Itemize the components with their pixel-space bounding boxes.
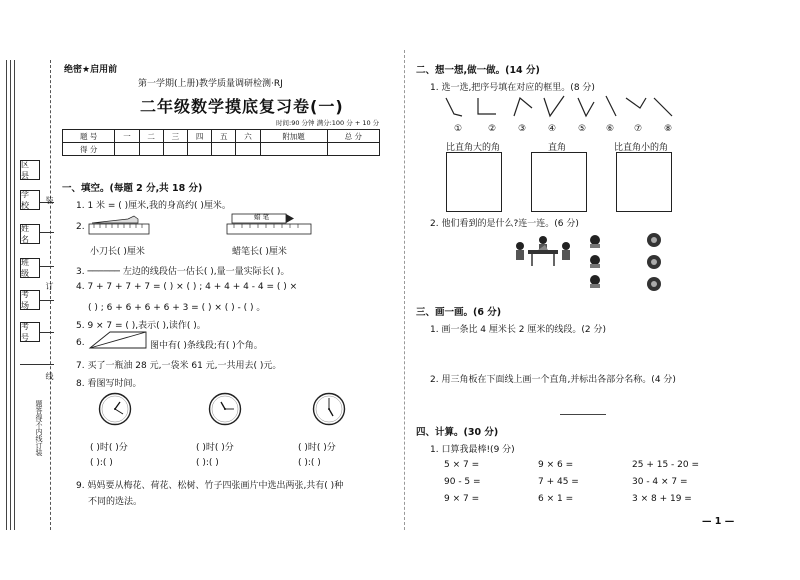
question-4b: ( ) ; 6 + 6 + 6 + 6 + 3 = ( ) × ( ) - ( ) 。 <box>88 303 266 313</box>
field-label: 考 场 <box>20 290 40 310</box>
binding-line <box>6 60 7 530</box>
table-cell: 二 <box>139 130 163 143</box>
binding-mark-ding: 订 <box>45 282 54 290</box>
crayon-label: 蜡 笔 <box>254 213 270 221</box>
time-score-info: 时间:90 分钟 满分:100 分 + 10 分 <box>276 119 380 127</box>
calc-item: 90 - 5 = <box>444 477 481 487</box>
score-cell[interactable] <box>212 143 236 156</box>
time-digital-3: ( ):( ) <box>298 458 321 468</box>
field-blank[interactable] <box>20 348 54 365</box>
question-3-1: 1. 画一条比 4 厘米长 2 厘米的线段。(2 分) <box>430 325 606 335</box>
answer-box-right[interactable] <box>531 152 587 212</box>
calc-item: 3 × 8 + 19 = <box>632 494 692 504</box>
question-2-1: 1. 选一选,把序号填在对应的框里。(8 分) <box>430 83 595 93</box>
field-exam-number[interactable] <box>20 322 56 374</box>
angle-number-4: ④ <box>548 124 557 134</box>
answer-box-larger[interactable] <box>446 152 502 212</box>
field-label: 学 校 <box>20 190 40 210</box>
calc-item: 9 × 7 = <box>444 494 480 504</box>
angle-number-7: ⑦ <box>634 124 643 134</box>
binding-mark-zhuang: 装 <box>45 196 54 204</box>
table-cell: 六 <box>236 130 260 143</box>
answer-box-smaller[interactable] <box>616 152 672 212</box>
question-4-1: 1. 口算我最棒!(9 分) <box>430 445 515 455</box>
score-cell[interactable] <box>139 143 163 156</box>
question-6: 图中有( )条线段;有( )个角。 <box>150 341 263 351</box>
score-input-row <box>63 143 380 156</box>
question-3-2: 2. 用三角板在下面线上画一个直角,并标出各部分名称。(4 分) <box>430 375 676 385</box>
box-label-smaller: 比直角小的角 <box>614 143 669 153</box>
calc-item: 25 + 15 - 20 = <box>632 460 699 470</box>
time-answer-1: ( )时( )分 <box>90 443 128 453</box>
calc-item: 5 × 7 = <box>444 460 480 470</box>
time-digital-2: ( ):( ) <box>196 458 219 468</box>
secret-label: 绝密★启用前 <box>64 65 118 75</box>
exam-subtitle: 第一学期(上册)教学质量调研检测·RJ <box>138 79 283 89</box>
table-cell: 五 <box>212 130 236 143</box>
question-2-2: 2. 他们看到的是什么?连一连。(6 分) <box>430 219 579 229</box>
calc-item: 9 × 6 = <box>538 460 574 470</box>
angle-number-2: ② <box>488 124 497 134</box>
table-cell: 题 号 <box>63 130 115 143</box>
calc-item: 7 + 45 = <box>538 477 579 487</box>
column-divider <box>404 50 405 530</box>
box-label-right: 直角 <box>548 143 567 153</box>
field-label: 区 县 <box>20 160 40 180</box>
table-cell: 一 <box>115 130 139 143</box>
clock-face-2 <box>208 392 242 426</box>
binding-note: 题答得不内线订装 <box>35 400 43 456</box>
angle-number-5: ⑤ <box>578 124 587 134</box>
question-6-label: 6. <box>76 338 85 348</box>
angle-number-3: ③ <box>518 124 527 134</box>
section-4-heading: 四、计算。(30 分) <box>416 427 499 438</box>
question-2a: 小刀长( )厘米 <box>90 247 145 257</box>
question-2b: 蜡笔长( )厘米 <box>232 247 287 257</box>
question-5: 5. 9 × 7 = ( ),表示( ),读作( )。 <box>76 321 206 331</box>
box-label-larger: 比直角大的角 <box>446 143 501 153</box>
question-1: 1. 1 米 = ( )厘米,我的身高约( )厘米。 <box>76 201 231 211</box>
question-9a: 9. 妈妈要从梅花、荷花、松树、竹子四张画片中选出两张,共有( )种 <box>76 481 344 491</box>
view-heads-images-2 <box>642 232 666 296</box>
people-at-table-image <box>512 232 574 272</box>
score-cell[interactable] <box>327 143 379 156</box>
question-3: 3. ────── 左边的线段估一估长( ),量一量实际长( )。 <box>76 267 290 277</box>
trapezoid-figure <box>88 330 148 350</box>
binding-line <box>14 60 15 530</box>
clock-face-3 <box>312 392 346 426</box>
question-8: 8. 看图写时间。 <box>76 379 142 389</box>
binding-mark-xian: 线 <box>45 372 54 380</box>
table-cell: 附加题 <box>260 130 327 143</box>
time-answer-2: ( )时( )分 <box>196 443 234 453</box>
question-9b: 不同的选法。 <box>88 497 143 507</box>
angle-number-8: ⑧ <box>664 124 673 134</box>
score-cell[interactable] <box>115 143 139 156</box>
calc-item: 30 - 4 × 7 = <box>632 477 688 487</box>
table-cell: 四 <box>187 130 211 143</box>
question-2-label: 2. <box>76 222 85 232</box>
score-table <box>62 129 380 156</box>
calc-item: 6 × 1 = <box>538 494 574 504</box>
angle-number-6: ⑥ <box>606 124 615 134</box>
angle-number-1: ① <box>454 124 463 134</box>
score-cell[interactable] <box>260 143 327 156</box>
page-title: 二年级数学摸底复习卷(一) <box>140 97 344 116</box>
binding-line <box>10 60 11 530</box>
knife-ruler-image <box>88 214 150 236</box>
table-cell: 得 分 <box>63 143 115 156</box>
field-label: 姓 名 <box>20 224 40 244</box>
time-answer-3: ( )时( )分 <box>298 443 336 453</box>
field-label: 班 级 <box>20 258 40 278</box>
section-3-heading: 三、画一画。(6 分) <box>416 307 502 318</box>
score-cell[interactable] <box>187 143 211 156</box>
page-number: — 1 — <box>702 516 735 527</box>
question-4a: 4. 7 + 7 + 7 + 7 = ( ) × ( ) ; 4 + 4 + 4 - 4 = ( ) × <box>76 282 298 292</box>
question-7: 7. 买了一瓶油 28 元,一袋米 61 元,一共用去( )元。 <box>76 361 282 371</box>
view-heads-images <box>584 234 606 294</box>
section-2-heading: 二、想一想,做一做。(14 分) <box>416 65 540 76</box>
time-digital-1: ( ):( ) <box>90 458 113 468</box>
angle-figures <box>440 94 680 124</box>
table-cell: 总 分 <box>327 130 379 143</box>
score-header-row <box>63 130 380 143</box>
field-label: 考 号 <box>20 322 40 342</box>
score-cell[interactable] <box>236 143 260 156</box>
table-cell: 三 <box>163 130 187 143</box>
clock-face-1 <box>98 392 132 426</box>
section-1-heading: 一、填空。(每题 2 分,共 18 分) <box>62 183 203 194</box>
drawing-line[interactable] <box>560 414 606 415</box>
score-cell[interactable] <box>163 143 187 156</box>
